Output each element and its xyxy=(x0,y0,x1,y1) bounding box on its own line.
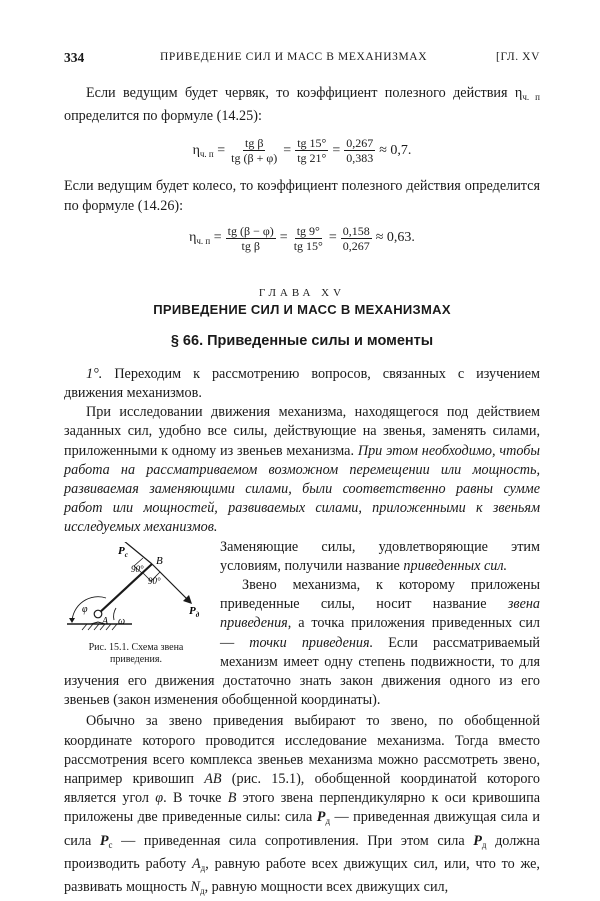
fraction: $\frac{tg 15^\circ}{tg 21^\circ}$ xyxy=(297,136,327,166)
fraction: $\frac{0,158}{0,267}$ xyxy=(342,223,370,253)
pivot-A xyxy=(94,610,102,618)
body-paragraph-2: При исследовании движения механизма, находящегося под действием заданных сил, удобно все силы, действующие на звенья, заменять силами, приложенными к одному из звеньев механизма. При этом необходимо, чтобы работа на рассматриваемом возможном перемещении или мощность, развиваемая заменяющими силами, были соответственно равны сумме работ или мощностей, развиваемых силами, приложенными к звеньям исследуемых механизмов. xyxy=(64,404,540,536)
label-phi: φ xyxy=(82,603,88,615)
figure-15-1 xyxy=(62,542,210,666)
fraction: $\frac{\text{tg β}}{tg (\beta + \varphi)}$ xyxy=(231,136,278,166)
label-Pc: $P_с$ xyxy=(118,544,128,559)
omega-arc xyxy=(114,608,116,620)
ground-hatching xyxy=(82,624,117,630)
crank-AB xyxy=(98,564,152,614)
body-paragraph-4: Обычно за звено приведения выбирают то звено, по обобщенной координате которого проводится исследование механизма. Тогда вместо рассмотрения всего комплекса звеньев механизма можно рассмотреть звено, например кривошип AB (рис. 15.1), обобщенной координатой которого является угол φ. В точке B этого звена перпендикулярно к оси кривошипа приложены две приведенные силы: сила $P_д$ — приведенная движущая сила и сила $P_с$ — приведенная сила сопротивления. При этом сила $P_д$ должна производить работу $A_д$, равную работе всех движущих сил, или, что то же, развивать мощность $N_д$, равную мощности всех движущих сил, xyxy=(64,713,541,897)
intro-paragraph-2: Если ведущим будет колесо, то коэффициент полезного действия определится по формуле (14.26): xyxy=(64,178,540,214)
body-paragraph-2-cont: Заменяющие силы, удовлетворяющие этим условиям, получили название приведенных сил. xyxy=(220,538,540,574)
section-title: § 66. Приведенные силы и моменты xyxy=(170,332,434,349)
page-number: 334 xyxy=(64,50,85,65)
chapter-title: ПРИВЕДЕНИЕ СИЛ И МАСС В МЕХАНИЗМАХ xyxy=(153,301,451,317)
label-B: B xyxy=(156,554,163,567)
chapter-ref: [ГЛ. XV xyxy=(496,51,540,63)
label-omega: ω xyxy=(118,615,126,627)
label-Pd: $P_д$ xyxy=(189,604,200,619)
chapter-label: ГЛАВА XV xyxy=(258,286,346,299)
formula-1: $\eta_{ч. п}$ = $\frac{\text{tg β}}{tg (\beta + \varphi)}$ = $\frac{tg 15^\circ}{tg 21^\circ}$ = $\frac{0,267}{0,383}$ ≈ 0,7. xyxy=(192,136,412,166)
page xyxy=(64,50,540,901)
angle-label-2: 90° xyxy=(148,575,161,586)
link-diagram xyxy=(62,542,210,642)
body-paragraph-3: Звено механизма, к которому приложены приведенные силы, носит название звена приведения, а точка приложения приведенных сил — точки приведения. Если рассматриваемый механизм имеет одну степень подвижности, то для изучения его движения достаточно знать закон движения одного из его звеньев (закон изменения обобщенной координаты). xyxy=(64,577,541,709)
running-title: ПРИВЕДЕНИЕ СИЛ И МАСС В МЕХАНИЗМАХ xyxy=(160,51,428,63)
body-paragraph-1: 1°. Переходим к рассмотрению вопросов, связанных с изучением движения механизмов. xyxy=(64,365,540,402)
intro-paragraph-1: Если ведущим будет червяк, то коэффициент полезного действия $\eta_{ч. п}$ определится по формуле (14.25): xyxy=(64,85,540,125)
figure-caption: Рис. 15.1. Схема звена приведения. xyxy=(88,641,184,665)
label-A: A xyxy=(102,615,109,627)
running-header xyxy=(64,50,540,70)
fraction: $\frac{tg 9^\circ}{tg 15^\circ}$ xyxy=(293,223,323,253)
formula-2: $\eta_{ч. п}$ = $\frac{tg (\beta - \varphi)}{\text{tg β}}$ = $\frac{tg 9^\circ}{tg 15^\circ}$ = $\frac{0,158}{0,267}$ ≈ 0,63. xyxy=(189,223,415,253)
phi-arc xyxy=(72,596,106,621)
fraction: $\frac{0,267}{0,383}$ xyxy=(346,136,374,166)
phi-arrow-head xyxy=(69,618,75,623)
fraction: $\frac{tg (\beta - \varphi)}{\text{tg β}}$ xyxy=(227,223,274,253)
angle-label-1: 90° xyxy=(131,563,144,574)
